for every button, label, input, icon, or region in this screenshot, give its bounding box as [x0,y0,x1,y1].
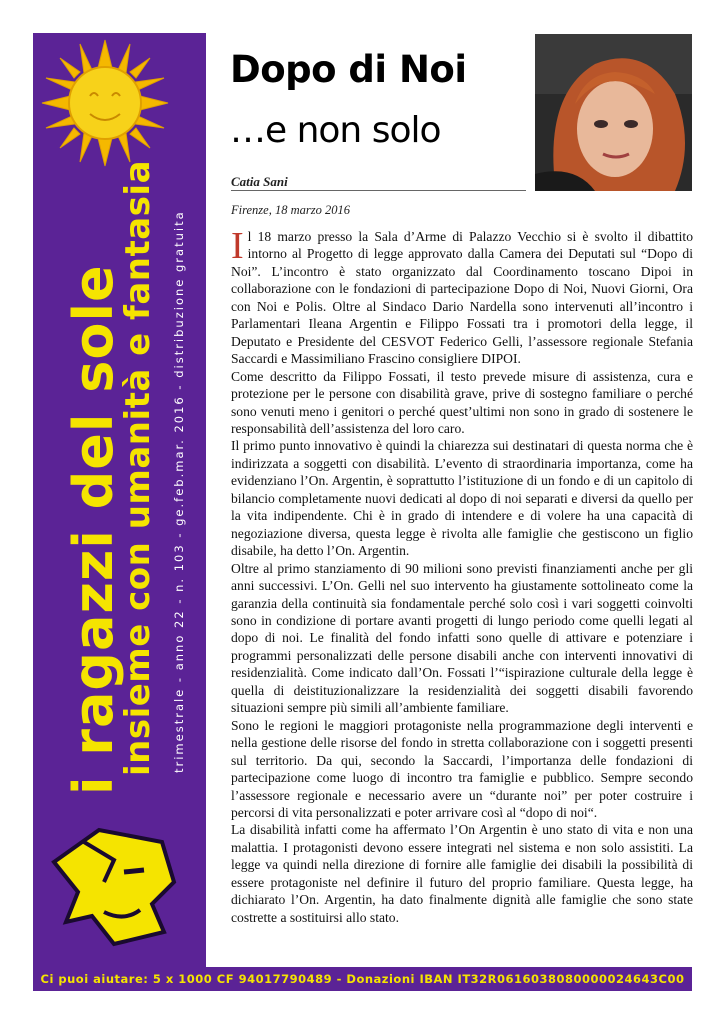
article-body [231,225,693,926]
paragraph-2: Come descritto da Filippo Fossati, il testo prevede misure di assistenza, cura e protezione per le persone con disabilità grave, prive di sostegno familiare o perché sono venuti meno i genitori o perché quest’ultimi non sono in grado di sostenere le responsabilità dell’assistenza del loro caro. [231,368,693,436]
drop-cap: I [231,225,244,267]
sidebar-title: i ragazzi del sole [62,264,125,795]
article-author: Catia Sani [231,174,288,189]
paragraph-5: Sono le regioni le maggiori protagoniste nella programmazione degli interventi e nella gestione delle risorse del fondo in stretta collaborazione con i soggetti presenti sul territorio. Da qui, secondo la Saccardi, l’importanza delle fondazioni di partecipazione come luogo di incontro tra famiglie e pubblico. Sempre secondo l’assessore regionale e necessario avere un “durante noi” per poter costruire i percorsi di vita personalizzati e poter arrivare così al “dopo di noi“. [231,717,693,820]
stylized-face-logo-icon [44,812,184,952]
sidebar-subtitle: insieme con umanità e fantasia [118,159,158,776]
paragraph-3: Il primo punto innovativo è quindi la chiarezza sui destinatari di questa norma che è indirizzata a soggetti con disabilità. L’evento di straordinaria importanza, come ha evidenziano l’On. Argentin, è soprattutto l’istituzione di un fondo e di un capitolo di bilancio completamente nuovi dedicati al dopo di noi separati e diversi da quello per la vita indipendente. Chi è in grado di intendere e di volere ha una capacità di negoziazione diversa, questa legge è rivolta alle famiglie che gestiscono un figlio disabile, ha detto l’On. Argentin. [231,438,693,559]
article-date: Firenze, 18 marzo 2016 [231,203,350,217]
article-title: Dopo di Noi [230,48,467,91]
paragraph-1-text: l 18 marzo presso la Sala d’Arme di Palazzo Vecchio si è svolto il dibattito intorno al Progetto di legge approvato dalla Camera dei Deputati sul “Dopo di Noi”. L’incontro è stato organizzato dal Coordinamento toscano Dipoi in collaborazione con le fondazioni di partecipazione Dopo di Noi, Nuovi Giorni, Ora con Noi e Polis. Oltre al Sindaco Dario Nardella sono intervenuti all’incontro i Parlamentari Ileana Argentin e Filippo Fossati tra i promotori della legge, il Deputato e Presidente del CESVOT Federico Gelli, l’assessore regionale Stefania Saccardi e Massimiliano Frascino consigliere DIPOI. [231,229,693,367]
paragraph-4: Oltre al primo stanziamento di 90 milioni sono previsti finanziamenti anche per gli anni successivi. L’On. Gelli nel suo intervento ha giustamente sottolineato come la garanzia della continuità sia fondamentale perché solo così i vari soggetti coinvolti sono in condizione di portare avanti progetti di lungo periodo come quelli legati al dopo di noi. Le finalità del fondo infatti sono quelle di attivare e potenziare i programmi personalizzati delle persone disabili anche con interventi innovativi di residenzialità. Come indicato dall’On. Fossati l’“ispirazione culturale della legge è quella di deistituzionalizzare la residenzialità dei soggetti disabili favorendo situazioni sempre più simili all’ambiente familiare. [231,560,693,716]
article-subtitle: …e non solo [230,110,441,151]
paragraph-6: La disabilità infatti come ha affermato l’On Argentin è uno stato di vita e non una malattia. I protagonisti devono essere integrati nel sistema e non solo assistiti. La legge va quindi nella direzione di fornire alle famiglie dei disabili la possibilità di essere protagoniste nel definire il futuro del proprio familiare. Questa legge, ha dichiarato l’On. Argentin, ha dato finalmente dignità alle famiglie che sono state costrette a sostituirsi allo stato. [231,822,693,925]
author-divider [231,190,526,191]
donation-footer: Ci puoi aiutare: 5 x 1000 CF 94017790489 - Donazioni IBAN IT32R0616038080000024643C00 [33,967,692,991]
author-portrait-photo [535,34,692,191]
sun-logo-icon [40,38,170,168]
sidebar-issue-info: trimestrale - anno 22 - n. 103 - ge.feb.mar. 2016 - distribuzione gratuita [172,210,186,773]
paragraph-1 [231,225,693,368]
